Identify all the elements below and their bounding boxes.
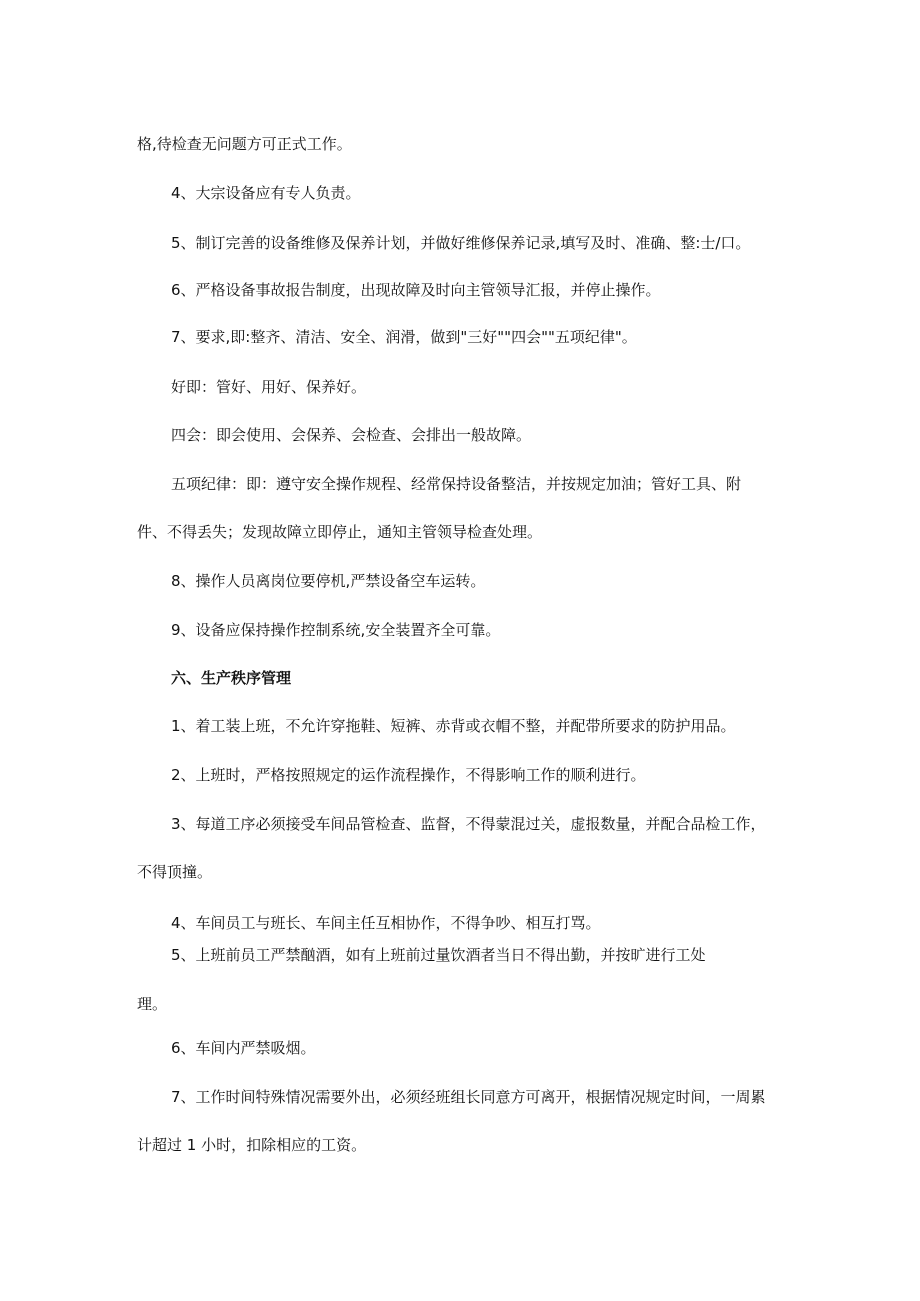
text-line: 8、操作人员离岗位要停机,严禁设备空车运转。 xyxy=(171,572,486,590)
text-line: 件、不得丢失；发现故障立即停止，通知主管领导检查处理。 xyxy=(137,523,543,541)
text-line: 1、着工装上班，不允许穿拖鞋、短裤、赤背或衣帽不整，并配带所要求的防护用品。 xyxy=(171,717,736,735)
text-line: 4、车间员工与班长、车间主任互相协作，不得争吵、相互打骂。 xyxy=(171,914,601,932)
text-line: 格,待检查无问题方可正式工作。 xyxy=(137,135,352,153)
text-line: 四会：即会使用、会保养、会检查、会排出一般故障。 xyxy=(171,426,532,444)
text-line: 5、上班前员工严禁酗酒，如有上班前过量饮酒者当日不得出勤，并按旷进行工处 xyxy=(171,946,706,964)
text-line: 6、车间内严禁吸烟。 xyxy=(171,1039,316,1057)
text-line: 4、大宗设备应有专人负责。 xyxy=(171,184,361,202)
text-line: 9、设备应保持操作控制系统,安全装置齐全可靠。 xyxy=(171,621,501,639)
section-heading: 六、生产秩序管理 xyxy=(171,669,292,687)
text-line: 5、制订完善的设备维修及保养计划，并做好维修保养记录,填写及时、准确、整:士/口。 xyxy=(171,234,751,252)
text-line: 2、上班时，严格按照规定的运作流程操作，不得影响工作的顺利进行。 xyxy=(171,766,646,784)
text-line: 理。 xyxy=(137,995,168,1013)
text-line: 7、工作时间特殊情况需要外出，必须经班组长同意方可离开，根据情况规定时间，一周累 xyxy=(171,1088,766,1106)
text-line: 6、严格设备事故报告制度，出现故障及时向主管领导汇报，并停止操作。 xyxy=(171,281,661,299)
text-line: 计超过 1 小时，扣除相应的工资。 xyxy=(137,1136,367,1154)
text-line: 好即：管好、用好、保养好。 xyxy=(171,378,367,396)
text-line: 五项纪律：即：遵守安全操作规程、经常保持设备整洁，并按规定加油；管好工具、附 xyxy=(171,475,742,493)
text-line: 7、要求,即:整齐、清洁、安全、润滑，做到"三好""四会""五项纪律"。 xyxy=(171,328,637,346)
text-line: 3、每道工序必须接受车间品管检查、监督，不得蒙混过关，虚报数量，并配合品检工作， xyxy=(171,815,766,833)
text-line: 不得顶撞。 xyxy=(137,863,213,881)
